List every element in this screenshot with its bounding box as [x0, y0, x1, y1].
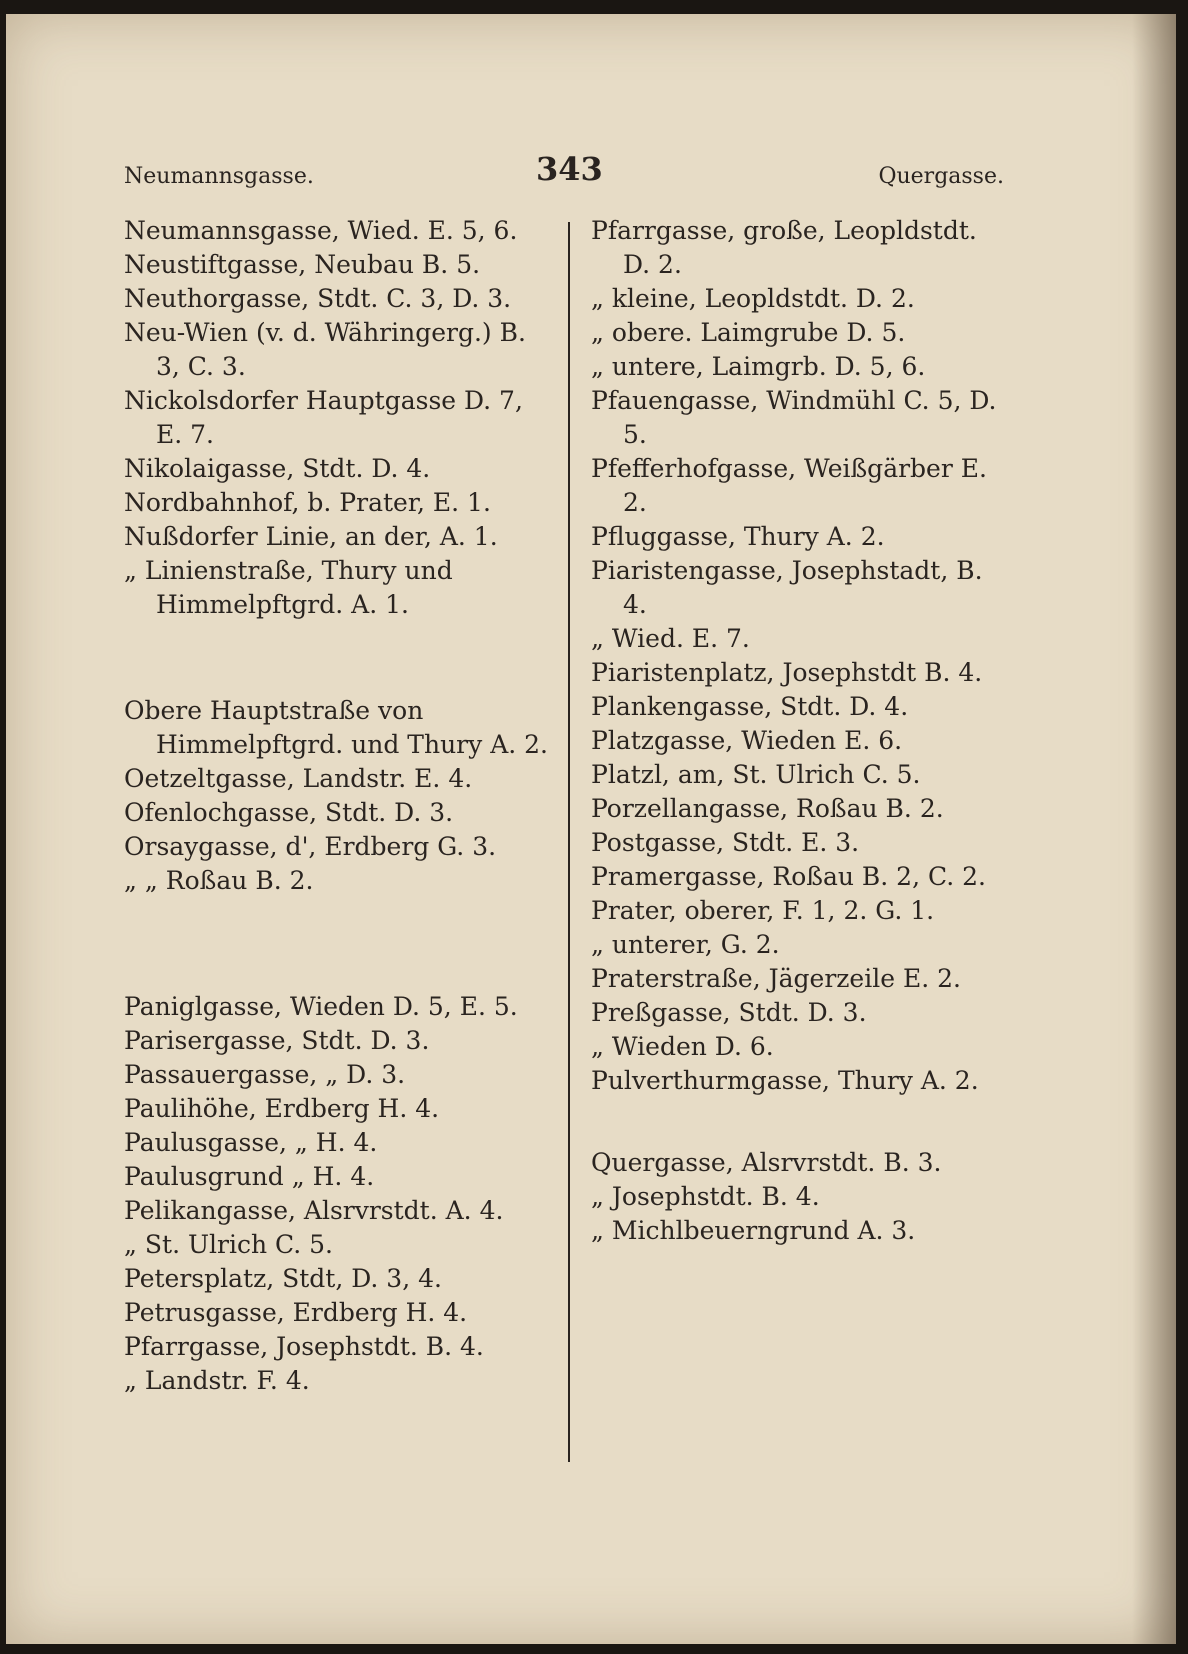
list-item: Pfarrgasse, große, Leopldstdt. D. 2. — [591, 216, 977, 279]
list-item: Passauergasse, „ D. 3. — [124, 1060, 406, 1089]
list-item: Pfefferhofgasse, Weißgärber E. 2. — [591, 454, 987, 517]
page-number: 343 — [536, 150, 603, 188]
list-item: Porzellangasse, Roßau B. 2. — [591, 794, 944, 823]
list-item: „ Wieden D. 6. — [591, 1032, 774, 1061]
list-item: Plankengasse, Stdt. D. 4. — [591, 692, 909, 721]
list-item: Neumannsgasse, Wied. E. 5, 6. — [124, 216, 518, 245]
list-item: Quergasse, Alsrvrstdt. B. 3. — [591, 1148, 942, 1177]
list-item: Orsaygasse, d', Erdberg G. 3. — [124, 832, 497, 861]
list-item: Praterstraße, Jägerzeile E. 2. — [591, 964, 961, 993]
list-item: Pfluggasse, Thury A. 2. — [591, 522, 885, 551]
right-column — [591, 214, 1011, 1248]
list-item: „ Michlbeuerngrund A. 3. — [591, 1216, 916, 1245]
list-item: Ofenlochgasse, Stdt. D. 3. — [124, 798, 454, 827]
list-item: „ Linienstraße, Thury und Himmelpftgrd. A. 1. — [124, 556, 453, 619]
list-item: Neuthorgasse, Stdt. C. 3, D. 3. — [124, 284, 512, 313]
book-page — [6, 14, 1176, 1644]
list-item: Oetzeltgasse, Landstr. E. 4. — [124, 764, 473, 793]
list-item: Nikolaigasse, Stdt. D. 4. — [124, 454, 431, 483]
list-item: Neustiftgasse, Neubau B. 5. — [124, 250, 481, 279]
list-item: Nußdorfer Linie, an der, A. 1. — [124, 522, 498, 551]
list-item: Postgasse, Stdt. E. 3. — [591, 828, 860, 857]
list-item: „ kleine, Leopldstdt. D. 2. — [591, 284, 915, 313]
header-right-catchword: Quergasse. — [878, 164, 1004, 189]
left-column — [124, 214, 554, 1398]
list-item: „ unterer, G. 2. — [591, 930, 780, 959]
list-item: Platzl, am, St. Ulrich C. 5. — [591, 760, 921, 789]
list-item: Pramergasse, Roßau B. 2, C. 2. — [591, 862, 986, 891]
list-item: Paniglgasse, Wieden D. 5, E. 5. — [124, 992, 518, 1021]
list-item: Pfarrgasse, Josephstdt. B. 4. — [124, 1332, 484, 1361]
list-item: „ Landstr. F. 4. — [124, 1366, 310, 1395]
list-item: Obere Hauptstraße von Himmelpftgrd. und Thury A. 2. — [124, 696, 549, 759]
header-left-catchword: Neumannsgasse. — [124, 164, 314, 189]
list-item: Prater, oberer, F. 1, 2. G. 1. — [591, 896, 935, 925]
list-item: Paulusgrund „ H. 4. — [124, 1162, 375, 1191]
list-item: „ „ Roßau B. 2. — [124, 866, 314, 895]
list-item: Petersplatz, Stdt, D. 3, 4. — [124, 1264, 442, 1293]
list-item: Platzgasse, Wieden E. 6. — [591, 726, 903, 755]
list-item: „ Josephstdt. B. 4. — [591, 1182, 820, 1211]
page-edge-shadow — [1132, 14, 1176, 1644]
list-item: Pfauengasse, Windmühl C. 5, D. 5. — [591, 386, 997, 449]
list-item: Preßgasse, Stdt. D. 3. — [591, 998, 867, 1027]
list-item: Nordbahnhof, b. Prater, E. 1. — [124, 488, 491, 517]
list-item: Paulihöhe, Erdberg H. 4. — [124, 1094, 440, 1123]
list-item: Piaristenplatz, Josephstdt B. 4. — [591, 658, 983, 687]
list-item: Pelikangasse, Alsrvrstdt. A. 4. — [124, 1196, 504, 1225]
list-item: Neu-Wien (v. d. Währingerg.) B. 3, C. 3. — [124, 318, 526, 381]
list-item: Nickolsdorfer Hauptgasse D. 7, E. 7. — [124, 386, 523, 449]
list-item: Pulverthurmgasse, Thury A. 2. — [591, 1066, 979, 1095]
column-divider — [568, 222, 570, 1462]
list-item: Petrusgasse, Erdberg H. 4. — [124, 1298, 468, 1327]
list-item: „ Wied. E. 7. — [591, 624, 750, 653]
list-item: Paulusgasse, „ H. 4. — [124, 1128, 378, 1157]
list-item: „ St. Ulrich C. 5. — [124, 1230, 334, 1259]
list-item: Parisergasse, Stdt. D. 3. — [124, 1026, 430, 1055]
list-item: „ obere. Laimgrube D. 5. — [591, 318, 906, 347]
list-item: „ untere, Laimgrb. D. 5, 6. — [591, 352, 926, 381]
list-item: Piaristengasse, Josephstadt, B. 4. — [591, 556, 983, 619]
page-header — [124, 150, 1004, 190]
